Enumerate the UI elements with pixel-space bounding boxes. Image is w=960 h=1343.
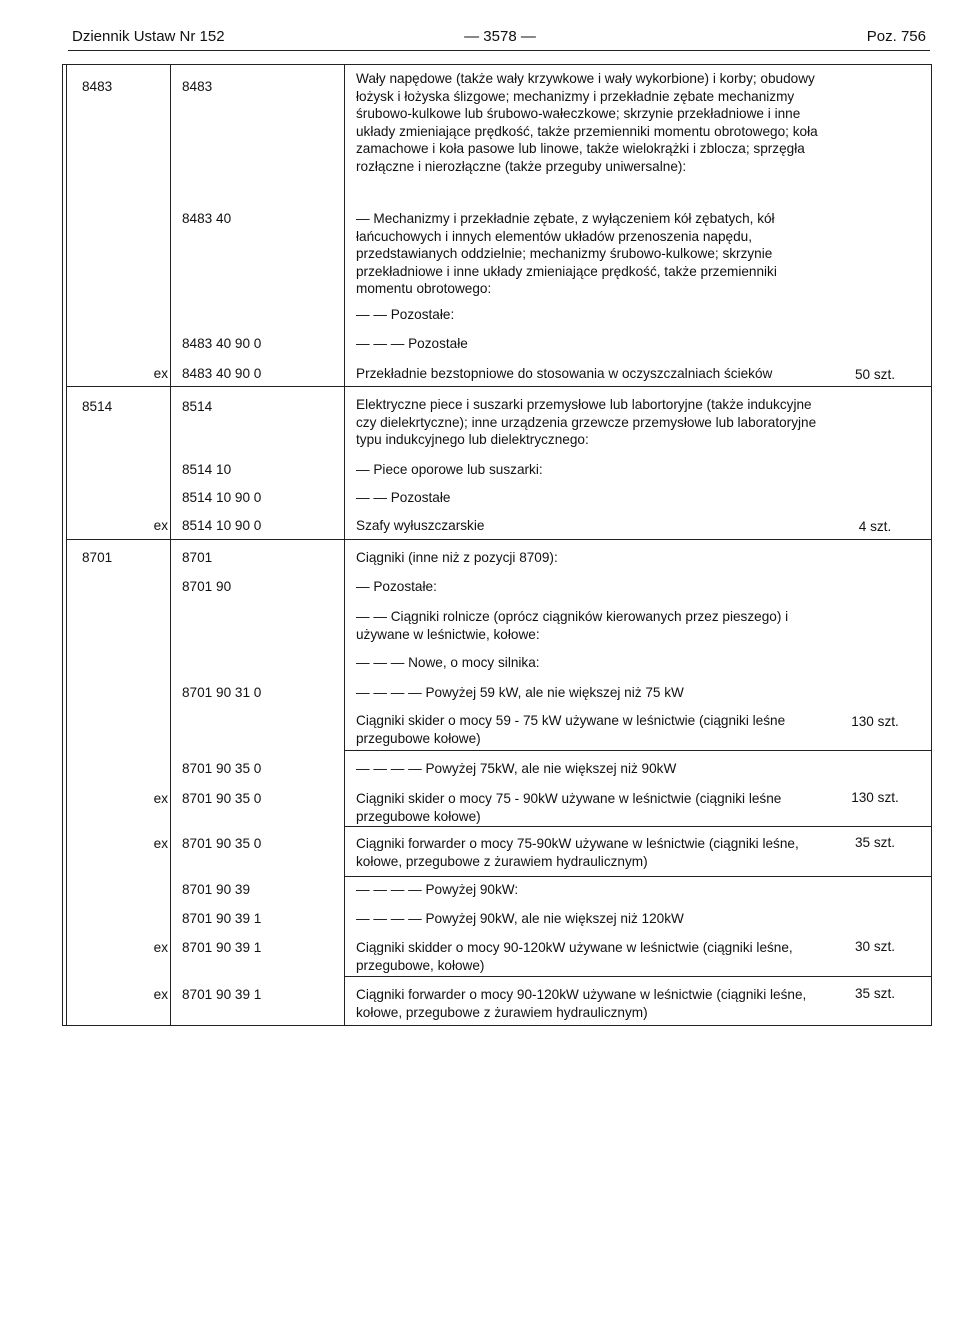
ex-marker: ex	[153, 791, 168, 806]
heading-code: 8514	[82, 399, 113, 414]
description: Ciągniki (inne niż z pozycji 8709):	[356, 550, 558, 565]
quota-quantity: 30 szt.	[854, 939, 896, 954]
quota-quantity: 35 szt.	[854, 986, 896, 1001]
description: — — — Nowe, o mocy silnika:	[356, 655, 540, 670]
description: Ciągniki skider o mocy 59 - 75 kW używane w leśnictwie (ciągniki leśne przegubowe kołowe)	[356, 713, 786, 746]
section-rule	[66, 539, 932, 540]
description: — — Pozostałe:	[356, 307, 455, 322]
table-frame-double-line	[66, 64, 69, 1026]
ex-marker: ex	[153, 518, 168, 533]
description: — Piece oporowe lub suszarki:	[356, 462, 543, 477]
description: — — Pozostałe	[356, 490, 451, 505]
section-rule	[66, 386, 932, 387]
description: Wały napędowe (także wały krzywkowe i wały wykorbione) i korby; obudowy łożysk i łożyska ślizgowe; mechanizmy i przekładnie zębate mechanizmy śrubowo-kulkowe lub śrubowo-wałeczkowe; skrzynie przekładniowe i inne układy zmieniające prędkość, także przemienniki momentu obrotowego; koła zamachowe i koła pasowe lub linowe, także wielokrążki i zblocza; sprzęgła rozłączne i nierozłączne (także przeguby uniwersalne):	[356, 71, 818, 174]
cn-code: 8701 90 35 0	[182, 761, 262, 776]
description: — — — — Powyżej 59 kW, ale nie większej niż 75 kW	[356, 685, 684, 700]
page-number: — 3578 —	[464, 28, 536, 45]
entry-rule	[344, 876, 932, 877]
description: — Pozostałe:	[356, 579, 437, 594]
entry-rule	[344, 976, 932, 977]
quota-quantity: 130 szt.	[851, 714, 899, 729]
description: Szafy wyłuszczarskie	[356, 518, 485, 533]
column-divider-code	[170, 64, 171, 1026]
cn-code: 8701 90 39 1	[182, 987, 262, 1002]
quota-quantity: 35 szt.	[854, 835, 896, 850]
quota-quantity: 4 szt.	[858, 519, 892, 534]
description: Przekładnie bezstopniowe do stosowania w oczyszczalniach ścieków	[356, 366, 773, 381]
description: — — — — Powyżej 90kW, ale nie większej niż 120kW	[356, 911, 684, 926]
description: — — — Pozostałe	[356, 336, 468, 351]
description: — — — — Powyżej 90kW:	[356, 882, 519, 897]
description: Ciągniki skider o mocy 75 - 90kW używane w leśnictwie (ciągniki leśne przegubowe kołowe)	[356, 791, 782, 824]
cn-code: 8701 90 35 0	[182, 791, 262, 806]
column-divider-description	[344, 64, 345, 1026]
entry-rule	[344, 826, 932, 827]
description: — — — — Powyżej 75kW, ale nie większej niż 90kW	[356, 761, 677, 776]
cn-code: 8701 90 39 1	[182, 911, 262, 926]
description: Ciągniki forwarder o mocy 90-120kW używane w leśnictwie (ciągniki leśne, kołowe, przegubowe z żurawiem hydraulicznym)	[356, 987, 807, 1020]
cn-code: 8483	[182, 79, 213, 94]
quota-quantity: 50 szt.	[854, 367, 896, 382]
cn-code: 8701 90 35 0	[182, 836, 262, 851]
entry-rule	[344, 750, 932, 751]
cn-code: 8514 10 90 0	[182, 518, 262, 533]
heading-code: 8701	[82, 550, 113, 565]
description: Ciągniki skidder o mocy 90-120kW używane w leśnictwie (ciągniki leśne, przegubowe, kołowe)	[356, 940, 793, 973]
cn-code: 8514 10 90 0	[182, 490, 262, 505]
ex-marker: ex	[153, 940, 168, 955]
description: — Mechanizmy i przekładnie zębate, z wyłączeniem kół zębatych, kół łańcuchowych i innych elementów układów przenoszenia napędu, przedstawianych oddzielnie; mechanizmy śrubowo-kulkowe; skrzynie przekładniowe i inne układy zmieniające prędkość, także przemienniki momentu obrotowego:	[356, 211, 777, 296]
heading-code: 8483	[82, 79, 113, 94]
cn-code: 8701 90	[182, 579, 232, 594]
description: — — Ciągniki rolnicze (oprócz ciągników kierowanych przez pieszego) i używane w leśnictwie, kołowe:	[356, 609, 789, 642]
journal-title: Dziennik Ustaw Nr 152	[72, 28, 225, 45]
ex-marker: ex	[153, 987, 168, 1002]
header-rule	[68, 50, 930, 51]
cn-code: 8514 10	[182, 462, 232, 477]
description: Ciągniki forwarder o mocy 75-90kW używane w leśnictwie (ciągniki leśne, kołowe, przegubowe z żurawiem hydraulicznym)	[356, 836, 799, 869]
cn-code: 8701 90 31 0	[182, 685, 262, 700]
quota-quantity: 130 szt.	[851, 790, 899, 805]
ex-marker: ex	[153, 836, 168, 851]
cn-code: 8483 40	[182, 211, 232, 226]
cn-code: 8701 90 39	[182, 882, 251, 897]
cn-code: 8483 40 90 0	[182, 366, 262, 381]
cn-code: 8701	[182, 550, 213, 565]
description: Elektryczne piece i suszarki przemysłowe lub labortoryjne (także indukcyjne czy dielekrtyczne); inne urządzenia grzewcze przemysłowe lub laboratoryjne typu indukcyjnego lub dielektrycznego:	[356, 397, 817, 447]
cn-code: 8514	[182, 399, 213, 414]
cn-code: 8483 40 90 0	[182, 336, 262, 351]
cn-code: 8701 90 39 1	[182, 940, 262, 955]
ex-marker: ex	[153, 366, 168, 381]
position-number: Poz. 756	[866, 28, 926, 45]
